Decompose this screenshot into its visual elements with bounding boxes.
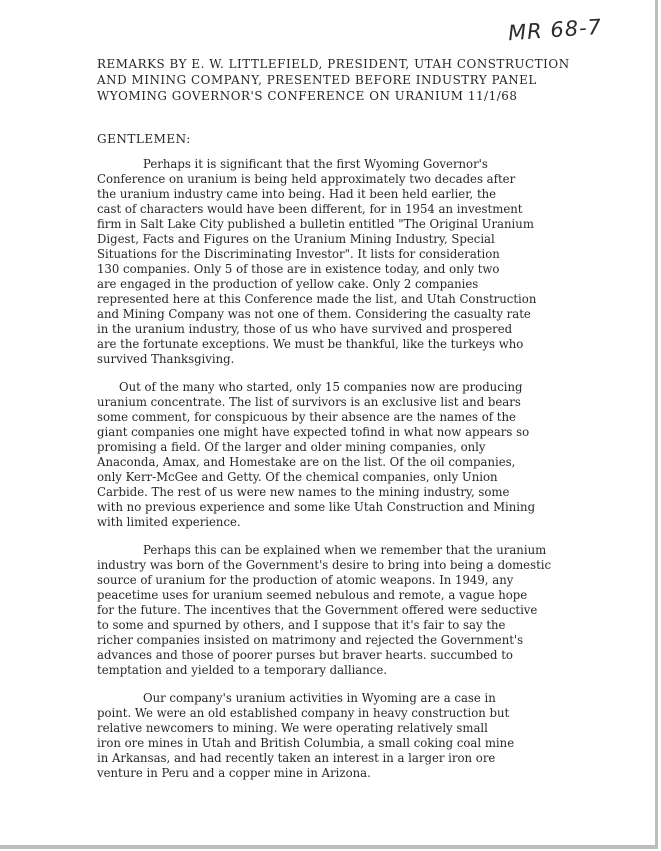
text-line: giant companies one might have expected tofind in what now appears so bbox=[97, 425, 530, 439]
title-line: REMARKS BY E. W. LITTLEFIELD, PRESIDENT, UTAH CONSTRUCTION bbox=[97, 57, 570, 71]
text-line: only Kerr-McGee and Getty. Of the chemical companies, only Union bbox=[97, 470, 498, 484]
text-line: Perhaps it is significant that the first Wyoming Governor's bbox=[143, 157, 488, 171]
text-line: 130 companies. Only 5 of those are in existence today, and only two bbox=[97, 262, 500, 276]
text-line: Carbide. The rest of us were new names to the mining industry, some bbox=[97, 485, 510, 499]
text-line: richer companies insisted on matrimony and rejected the Government's bbox=[97, 633, 524, 647]
text-line: in the uranium industry, those of us who have survived and prospered bbox=[97, 322, 513, 336]
text-line: Anaconda, Amax, and Homestake are on the list. Of the oil companies, bbox=[97, 455, 516, 469]
text-line: promising a field. Of the larger and older mining companies, only bbox=[97, 440, 486, 454]
text-line: are the fortunate exceptions. We must be thankful, like the turkeys who bbox=[97, 337, 524, 351]
text-line: advances and those of poorer purses but braver hearts. succumbed to bbox=[97, 648, 513, 662]
text-line: are engaged in the production of yellow cake. Only 2 companies bbox=[97, 277, 479, 291]
text-line: and Mining Company was not one of them. Considering the casualty rate bbox=[97, 307, 531, 321]
text-line: firm in Salt Lake City published a bulletin entitled "The Original Uranium bbox=[97, 217, 534, 231]
text-line: Digest, Facts and Figures on the Uranium Mining Industry, Special bbox=[97, 232, 495, 246]
text-line: Situations for the Discriminating Investor". It lists for consideration bbox=[97, 247, 500, 261]
text-line: Our company's uranium activities in Wyoming are a case in bbox=[143, 691, 496, 705]
handwritten-annotation: MR 68-7 bbox=[507, 14, 603, 46]
text-line: in Arkansas, and had recently taken an interest in a larger iron ore bbox=[97, 751, 496, 765]
text-line: point. We were an old established company in heavy construction but bbox=[97, 706, 510, 720]
text-line: uranium concentrate. The list of survivors is an exclusive list and bears bbox=[97, 395, 521, 409]
title-line: AND MINING COMPANY, PRESENTED BEFORE INDUSTRY PANEL bbox=[97, 73, 537, 87]
salutation: GENTLEMEN: bbox=[97, 132, 191, 146]
text-line: cast of characters would have been different, for in 1954 an investment bbox=[97, 202, 523, 216]
text-line: survived Thanksgiving. bbox=[97, 352, 235, 366]
text-line: source of uranium for the production of atomic weapons. In 1949, any bbox=[97, 573, 514, 587]
text-line: the uranium industry came into being. Had it been held earlier, the bbox=[97, 187, 497, 201]
text-line: relative newcomers to mining. We were operating relatively small bbox=[97, 721, 488, 735]
text-line: iron ore mines in Utah and British Columbia, a small coking coal mine bbox=[97, 736, 515, 750]
text-line: Perhaps this can be explained when we remember that the uranium bbox=[143, 543, 547, 557]
title-line: WYOMING GOVERNOR'S CONFERENCE ON URANIUM 11/1/68 bbox=[97, 89, 518, 103]
text-line: for the future. The incentives that the Government offered were seductive bbox=[97, 603, 538, 617]
text-line: peacetime uses for uranium seemed nebulous and remote, a vague hope bbox=[97, 588, 528, 602]
text-line: Out of the many who started, only 15 companies now are producing bbox=[119, 380, 523, 394]
text-line: Conference on uranium is being held approximately two decades after bbox=[97, 172, 516, 186]
text-line: with no previous experience and some like Utah Construction and Mining bbox=[97, 500, 536, 514]
text-line: represented here at this Conference made the list, and Utah Construction bbox=[97, 292, 537, 306]
text-line: some comment, for conspicuous by their absence are the names of the bbox=[97, 410, 516, 424]
text-line: with limited experience. bbox=[97, 515, 241, 529]
text-line: temptation and yielded to a temporary dalliance. bbox=[97, 663, 387, 677]
text-line: to some and spurned by others, and I suppose that it's fair to say the bbox=[97, 618, 506, 632]
text-line: venture in Peru and a copper mine in Arizona. bbox=[97, 766, 371, 780]
text-line: industry was born of the Government's desire to bring into being a domestic bbox=[97, 558, 552, 572]
